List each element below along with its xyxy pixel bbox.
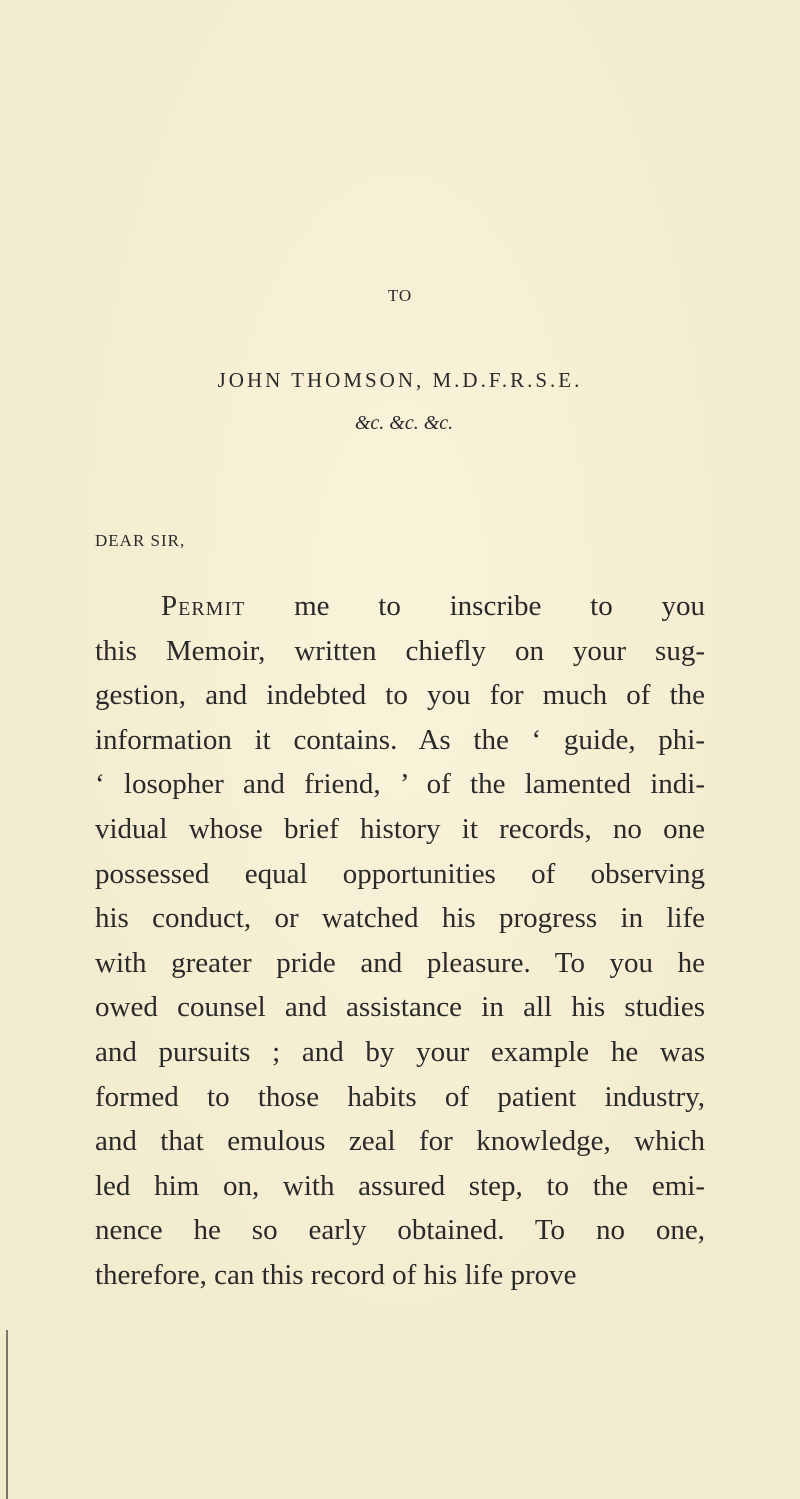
text-line: vidual whose brief history it records, no one: [95, 812, 705, 845]
letter-body: [95, 584, 705, 1298]
salutation: DEAR SIR,: [95, 531, 186, 550]
dedication-to: TO: [387, 286, 413, 305]
text-line: led him on, with assured step, to the emi-: [95, 1169, 705, 1202]
dedication-etc: &c. &c. &c.: [354, 412, 454, 434]
text-line: possessed equal opportunities of observing: [95, 857, 705, 890]
text-line: his conduct, or watched his progress in life: [95, 902, 705, 935]
page-edge-line: [6, 1330, 8, 1499]
dedication-recipient: JOHN THOMSON, M.D.F.R.S.E.: [217, 368, 583, 392]
text-line: with greater pride and pleasure. To you he: [95, 946, 705, 979]
text-line: formed to those habits of patient industry,: [95, 1080, 705, 1113]
text-line: nence he so early obtained. To no one,: [95, 1214, 705, 1247]
text-line: owed counsel and assistance in all his studies: [95, 991, 705, 1024]
text-line: and pursuits ; and by your example he was: [95, 1035, 705, 1068]
text-line: ‘ losopher and friend, ’ of the lamented indi-: [95, 768, 705, 801]
first-word: Permit: [161, 590, 246, 622]
text-line: gestion, and indebted to you for much of the: [95, 679, 705, 712]
text-line: information it contains. As the ‘ guide, phi-: [95, 723, 705, 756]
text-line: and that emulous zeal for knowledge, which: [95, 1125, 705, 1158]
text-line: this Memoir, written chiefly on your sug-: [95, 634, 705, 667]
text-line: Permit me to inscribe to you: [161, 590, 705, 622]
text-line: therefore, can this record of his life prove: [95, 1258, 577, 1291]
